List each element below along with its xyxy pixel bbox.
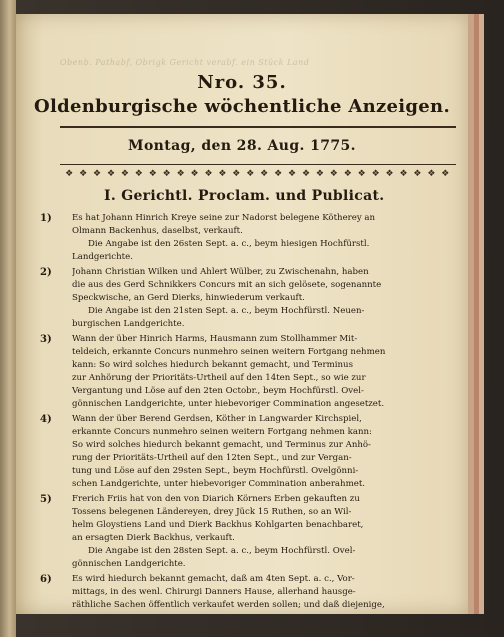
notice-line: Die Angabe ist den 21sten Sept. a. c., beym Hochfürstl. Neuen- [88, 306, 365, 316]
notice-number: 4) [40, 414, 52, 425]
notice-number: 2) [40, 267, 52, 278]
newspaper-page [16, 14, 468, 614]
notice-number: 6) [40, 574, 52, 585]
notice-line: burgischen Landgerichte. [72, 319, 185, 329]
ornament-border: ❖ ❖ ❖ ❖ ❖ ❖ ❖ ❖ ❖ ❖ ❖ ❖ ❖ ❖ ❖ ❖ ❖ ❖ ❖ ❖ ❖ ❖ ❖ ❖ ❖ ❖ ❖ ❖ [65, 169, 451, 179]
notice-line: Es wird hiedurch bekannt gemacht, daß am 4ten Sept. a. c., Vor- [72, 574, 355, 584]
date-rule [60, 164, 456, 165]
notice-line: an ersagten Dierk Backhus, verkauft. [72, 533, 235, 543]
notice-number: 1) [40, 213, 52, 224]
notice-line: teldeich, erkannte Concurs nunmehro seinen weitern Fortgang nehmen [72, 347, 386, 357]
notice-line: schen Landgerichte, unter hiebevoriger Commination anberahmet. [72, 479, 366, 489]
notice-line: kann: So wird solches hiedurch bekannt gemacht, und Terminus [72, 360, 354, 370]
masthead-title: Oldenburgische wöchentliche Anzeigen. [33, 96, 451, 117]
notice-line: Johann Christian Wilken und Ahlert Wülber, zu Zwischenahn, haben [72, 267, 369, 277]
notice-line: gönnischen Landgerichte, unter hiebevoriger Commination angesetzet. [72, 399, 385, 409]
notice-line: Speckwische, an Gerd Dierks, hinwiederum verkauft. [72, 293, 305, 303]
book-spine [0, 0, 16, 637]
issue-number: Nro. 35. [197, 72, 287, 93]
notice-line: Tossens belegenen Ländereyen, drey Jück 15 Ruthen, so an Wil- [72, 507, 352, 517]
notice-line: tung und Löse auf den 29sten Sept., beym Hochfürstl. Ovelgönni- [72, 466, 359, 476]
bleed-through-text: Obenb. Pathabf, Obrigk Gericht verabf. ein Stück Land [60, 58, 310, 67]
notice-line: Wann der über Berend Gerdsen, Köther in Langwarder Kirchspiel, [72, 414, 362, 424]
notice-line: So wird solches hiedurch bekannt gemacht, und Terminus zur Anhö- [72, 440, 371, 450]
masthead-rule [60, 126, 456, 128]
notice-line: Vergantung und Löse auf den 2ten Octobr., beym Hochfürstl. Ovel- [72, 386, 364, 396]
notice-line: erkannte Concurs nunmehro seinen weitern Fortgang nehmen kann: [72, 427, 372, 437]
notice-line: Olmann Backenhus, daselbst, verkauft. [72, 226, 243, 236]
notice-line: zur Anhörung der Prioritäts-Urtheil auf den 14ten Sept., so wie zur [72, 373, 366, 383]
notice-number: 5) [40, 494, 52, 505]
issue-date: Montag, den 28. Aug. 1775. [128, 138, 356, 154]
notice-line: Es hat Johann Hinrich Kreye seine zur Nadorst belegene Kötherey an [72, 213, 376, 223]
notice-line: gönnischen Landgerichte. [72, 559, 186, 569]
notice-line: rung der Prioritäts-Urtheil auf den 12ten Sept., und zur Vergan- [72, 453, 352, 463]
page-stack-edge [479, 14, 484, 614]
notice-line: räthliche Sachen öffentlich verkaufet werden sollen; und daß diejenige, [72, 600, 385, 610]
notice-line: Die Angabe ist den 28sten Sept. a. c., beym Hochfürstl. Ovel- [88, 546, 356, 556]
notice-line: Die Angabe ist den 26sten Sept. a. c., beym hiesigen Hochfürstl. [88, 239, 370, 249]
section-heading: I. Gerichtl. Proclam. und Publicat. [104, 188, 385, 204]
notice-number: 3) [40, 334, 52, 345]
notice-line: Landgerichte. [72, 252, 133, 262]
notice-line: helm Gloystiens Land und Dierk Backhus Kohlgarten benachbaret, [72, 520, 364, 530]
notice-line: mittags, in des wenl. Chirurgi Danners Hause, allerhand hausge- [72, 587, 356, 597]
notice-line: Frerich Friis hat von den von Diarich Körners Erben gekauften zu [72, 494, 360, 504]
notice-line: die aus des Gerd Schnikkers Concurs mit an sich gelösete, sogenannte [72, 280, 382, 290]
notice-line: Wann der über Hinrich Harms, Hausmann zum Stollhammer Mit- [72, 334, 358, 344]
